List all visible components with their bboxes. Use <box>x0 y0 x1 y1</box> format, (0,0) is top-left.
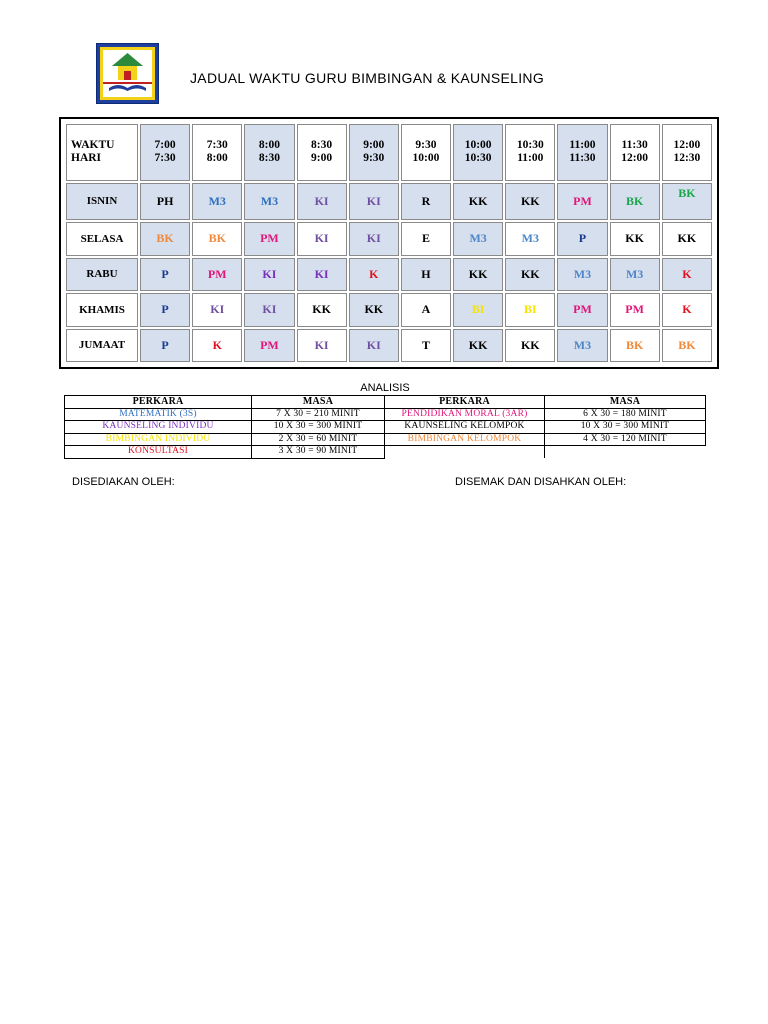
timetable-header-row <box>66 124 712 181</box>
time-slot-header <box>505 124 555 181</box>
time-start: 11:30 <box>621 139 648 152</box>
time-start: 7:30 <box>206 139 228 152</box>
time-start: 8:00 <box>258 139 280 152</box>
timetable-cell: KK <box>610 222 660 255</box>
timetable-cell: M3 <box>192 183 242 220</box>
analysis-cell: 3 X 30 = 90 MINIT <box>252 446 385 459</box>
analysis-cell: 10 X 30 = 300 MINIT <box>545 421 706 434</box>
timetable-cell: KK <box>453 258 503 291</box>
timetable-cell: K <box>662 293 712 326</box>
time-slot-header <box>297 124 347 181</box>
timetable-cell: BI <box>453 293 503 326</box>
time-start: 10:00 <box>464 139 492 152</box>
hari-label: HARI <box>71 152 102 165</box>
time-end: 9:00 <box>311 152 333 165</box>
waktu-label: WAKTU <box>71 139 115 152</box>
analysis-cell <box>385 446 545 459</box>
document-title: JADUAL WAKTU GURU BIMBINGAN & KAUNSELING <box>190 70 545 86</box>
timetable-cell: KI <box>349 222 399 255</box>
timetable-cell: PM <box>557 293 607 326</box>
timetable-cell: M3 <box>557 258 607 291</box>
analysis-cell: BIMBINGAN KELOMPOK <box>385 433 545 446</box>
timetable-cell: BK <box>662 183 712 220</box>
timetable-cell: KI <box>192 293 242 326</box>
timetable-row <box>66 329 712 363</box>
timetable-cell: BK <box>610 329 660 363</box>
timetable-cell: R <box>401 183 451 220</box>
time-end: 12:00 <box>621 152 649 165</box>
timetable-cell: BK <box>192 222 242 255</box>
timetable-cell: BK <box>610 183 660 220</box>
time-start: 7:00 <box>154 139 176 152</box>
timetable-cell: BI <box>505 293 555 326</box>
analysis-cell: MATEMATIK (3S) <box>65 408 252 421</box>
timetable-row <box>66 183 712 220</box>
timetable-cell: M3 <box>505 222 555 255</box>
analysis-cell: 2 X 30 = 60 MINIT <box>252 433 385 446</box>
timetable <box>59 117 719 369</box>
analysis-title: ANALISIS <box>360 382 410 394</box>
timetable-cell: E <box>401 222 451 255</box>
timetable-cell: KI <box>297 329 347 363</box>
analysis-cell: 6 X 30 = 180 MINIT <box>545 408 706 421</box>
timetable-cell: K <box>662 258 712 291</box>
time-slot-header <box>244 124 294 181</box>
time-end: 7:30 <box>154 152 176 165</box>
time-slot-header <box>453 124 503 181</box>
timetable-cell: PH <box>140 183 190 220</box>
timetable-cell: KK <box>505 329 555 363</box>
timetable-cell: KI <box>244 258 294 291</box>
analysis-cell: KONSULTASI <box>65 446 252 459</box>
analysis-cell: 10 X 30 = 300 MINIT <box>252 421 385 434</box>
timetable-cell: PM <box>557 183 607 220</box>
timetable-cell: KI <box>349 183 399 220</box>
analysis-cell: KAUNSELING KELOMPOK <box>385 421 545 434</box>
time-end: 8:30 <box>258 152 280 165</box>
timetable-cell: K <box>192 329 242 363</box>
analysis-header: MASA <box>252 396 385 409</box>
time-start: 12:00 <box>673 139 701 152</box>
verified-by-label: DISEMAK DAN DISAHKAN OLEH: <box>455 476 627 488</box>
time-end: 8:00 <box>206 152 228 165</box>
school-logo <box>96 43 159 104</box>
timetable-cell: P <box>140 258 190 291</box>
time-slot-header <box>192 124 242 181</box>
timetable-cell: P <box>557 222 607 255</box>
timetable-cell: PM <box>244 222 294 255</box>
timetable-corner <box>66 124 138 181</box>
timetable-cell: BK <box>662 329 712 363</box>
analysis-cell: BIMBINGAN INDIVIDU <box>65 433 252 446</box>
timetable-grid <box>64 122 714 364</box>
day-label: ISNIN <box>66 183 138 220</box>
analysis-cell <box>545 446 706 459</box>
analysis-table <box>64 395 706 459</box>
time-start: 9:00 <box>363 139 385 152</box>
time-start: 11:00 <box>569 139 596 152</box>
timetable-cell: M3 <box>453 222 503 255</box>
timetable-cell: KK <box>453 329 503 363</box>
timetable-cell: PM <box>244 329 294 363</box>
time-start: 10:30 <box>516 139 544 152</box>
time-end: 9:30 <box>363 152 385 165</box>
analysis-header: MASA <box>545 396 706 409</box>
timetable-row <box>66 222 712 255</box>
analysis-header: PERKARA <box>385 396 545 409</box>
analysis-row <box>65 421 706 434</box>
time-slot-header <box>610 124 660 181</box>
timetable-cell: KI <box>349 329 399 363</box>
time-end: 11:30 <box>569 152 596 165</box>
time-slot-header <box>140 124 190 181</box>
time-slot-header <box>401 124 451 181</box>
time-end: 11:00 <box>517 152 544 165</box>
timetable-cell: A <box>401 293 451 326</box>
timetable-cell: M3 <box>610 258 660 291</box>
time-start: 9:30 <box>415 139 437 152</box>
day-label: JUMAAT <box>66 329 138 363</box>
day-label: KHAMIS <box>66 293 138 326</box>
timetable-cell: T <box>401 329 451 363</box>
time-end: 12:30 <box>673 152 701 165</box>
timetable-cell: KK <box>453 183 503 220</box>
time-slot-header <box>662 124 712 181</box>
timetable-cell: KI <box>297 183 347 220</box>
timetable-row <box>66 258 712 291</box>
analysis-cell: KAUNSELING INDIVIDU <box>65 421 252 434</box>
timetable-cell: KK <box>662 222 712 255</box>
timetable-cell: K <box>349 258 399 291</box>
timetable-cell: KK <box>505 258 555 291</box>
analysis-cell: 4 X 30 = 120 MINIT <box>545 433 706 446</box>
timetable-cell: PM <box>192 258 242 291</box>
analysis-header-row <box>65 396 706 409</box>
day-label: RABU <box>66 258 138 291</box>
timetable-cell: M3 <box>557 329 607 363</box>
time-end: 10:00 <box>412 152 440 165</box>
analysis-row <box>65 446 706 459</box>
time-slot-header <box>557 124 607 181</box>
timetable-cell: BK <box>140 222 190 255</box>
analysis-cell: PENDIDIKAN MORAL (3AR) <box>385 408 545 421</box>
timetable-cell: KK <box>505 183 555 220</box>
timetable-cell: KK <box>349 293 399 326</box>
analysis-header: PERKARA <box>65 396 252 409</box>
analysis-row <box>65 433 706 446</box>
timetable-cell: KI <box>297 222 347 255</box>
time-slot-header <box>349 124 399 181</box>
timetable-cell: M3 <box>244 183 294 220</box>
timetable-row <box>66 293 712 326</box>
analysis-row <box>65 408 706 421</box>
timetable-cell: H <box>401 258 451 291</box>
timetable-cell: KI <box>297 258 347 291</box>
day-label: SELASA <box>66 222 138 255</box>
timetable-cell: KK <box>297 293 347 326</box>
analysis-cell: 7 X 30 = 210 MINIT <box>252 408 385 421</box>
prepared-by-label: DISEDIAKAN OLEH: <box>72 476 175 488</box>
timetable-cell: KI <box>244 293 294 326</box>
time-end: 10:30 <box>464 152 492 165</box>
timetable-cell: P <box>140 293 190 326</box>
time-start: 8:30 <box>311 139 333 152</box>
timetable-cell: P <box>140 329 190 363</box>
timetable-cell: PM <box>610 293 660 326</box>
